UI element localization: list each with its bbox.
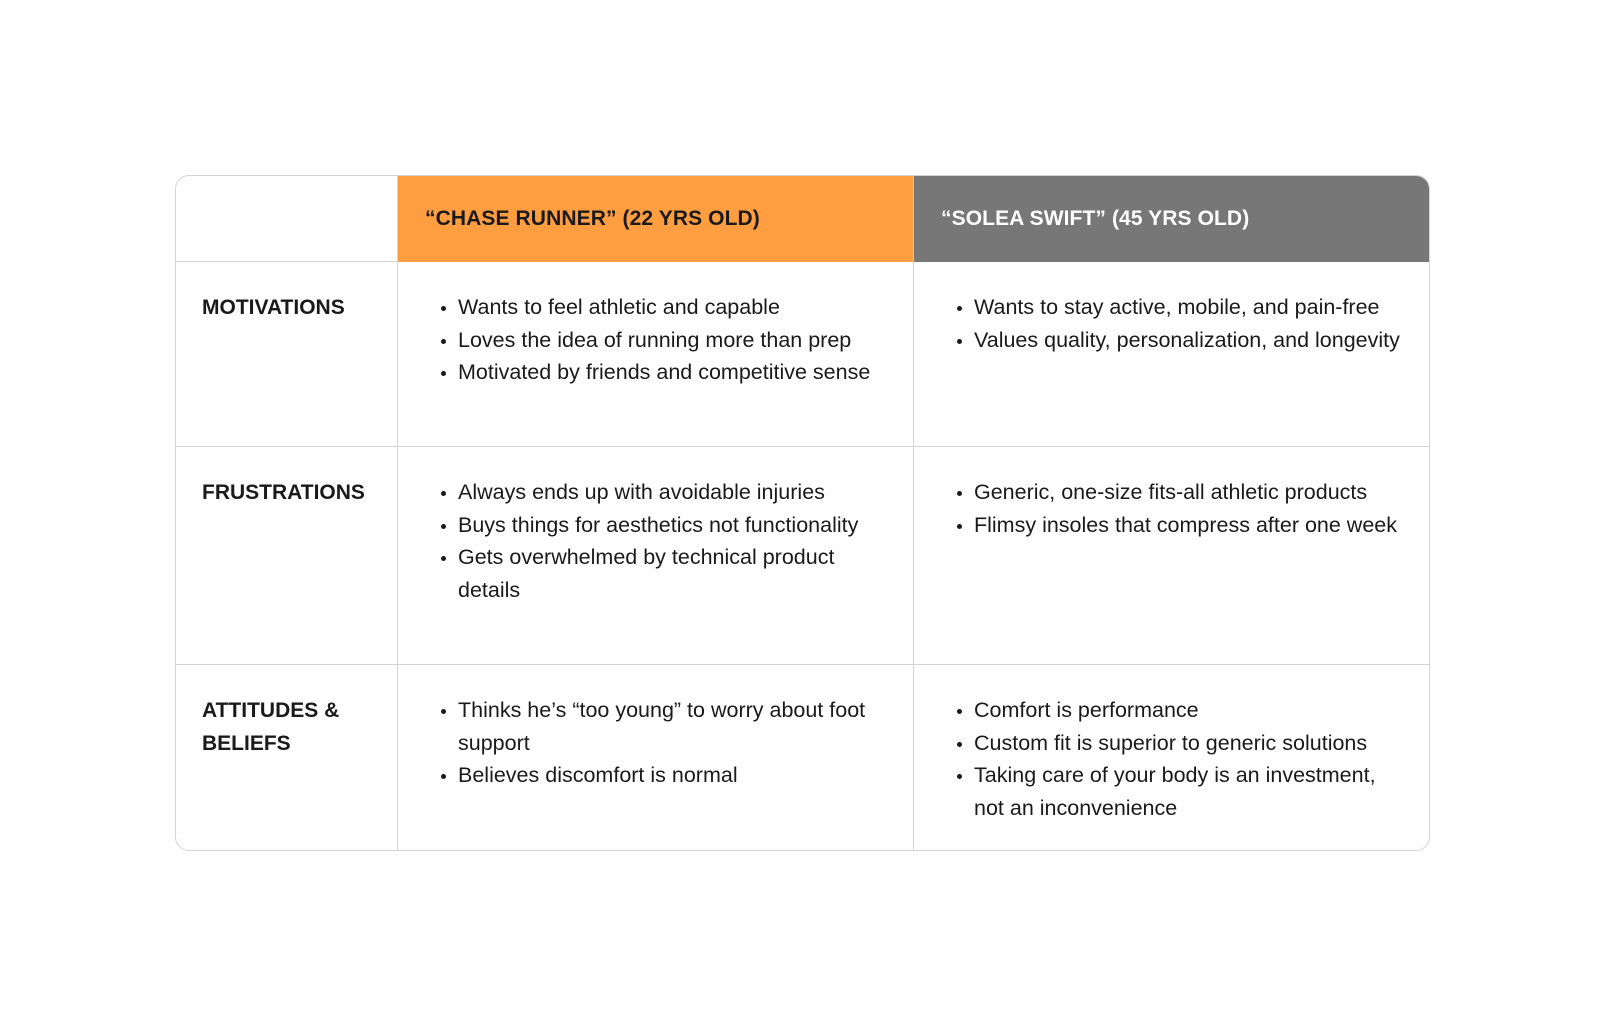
list-item: • Flimsy insoles that compress after one week	[974, 509, 1409, 542]
list-item: • Generic, one-size fits-all athletic products	[974, 476, 1409, 509]
chase-attitudes-cell	[398, 665, 914, 850]
solea-attitudes-cell	[914, 665, 1429, 850]
list-item: • Believes discomfort is normal	[458, 759, 893, 792]
list-item: • Always ends up with avoidable injuries	[458, 476, 893, 509]
list-item: • Motivated by friends and competitive sense	[458, 356, 893, 389]
list-item: • Wants to stay active, mobile, and pain-free	[974, 291, 1409, 324]
chase-motivations-list	[398, 262, 913, 389]
solea-swift-header: “SOLEA SWIFT” (45 YRS OLD)	[914, 176, 1429, 262]
list-item: • Custom fit is superior to generic solutions	[974, 727, 1409, 760]
corner-cell	[176, 176, 398, 262]
solea-attitudes-list	[914, 665, 1429, 825]
list-item: • Gets overwhelmed by technical product details	[458, 541, 893, 606]
solea-frustrations-list	[914, 447, 1429, 541]
list-item: • Comfort is performance	[974, 694, 1409, 727]
row-label-frustrations: FRUSTRATIONS	[176, 447, 398, 665]
row-label-motivations: MOTIVATIONS	[176, 262, 398, 447]
solea-motivations-cell	[914, 262, 1429, 447]
solea-motivations-list	[914, 262, 1429, 356]
persona-comparison-table	[175, 175, 1430, 851]
list-item: • Taking care of your body is an investment, not an inconvenience	[974, 759, 1409, 824]
chase-frustrations-cell	[398, 447, 914, 665]
list-item: • Thinks he’s “too young” to worry about foot support	[458, 694, 893, 759]
chase-attitudes-list	[398, 665, 913, 792]
list-item: • Values quality, personalization, and longevity	[974, 324, 1409, 357]
chase-runner-header: “CHASE RUNNER” (22 YRS OLD)	[398, 176, 914, 262]
chase-frustrations-list	[398, 447, 913, 607]
chase-motivations-cell	[398, 262, 914, 447]
list-item: • Loves the idea of running more than prep	[458, 324, 893, 357]
solea-frustrations-cell	[914, 447, 1429, 665]
list-item: • Wants to feel athletic and capable	[458, 291, 893, 324]
list-item: • Buys things for aesthetics not functionality	[458, 509, 893, 542]
row-label-attitudes-beliefs: ATTITUDES & BELIEFS	[176, 665, 398, 850]
